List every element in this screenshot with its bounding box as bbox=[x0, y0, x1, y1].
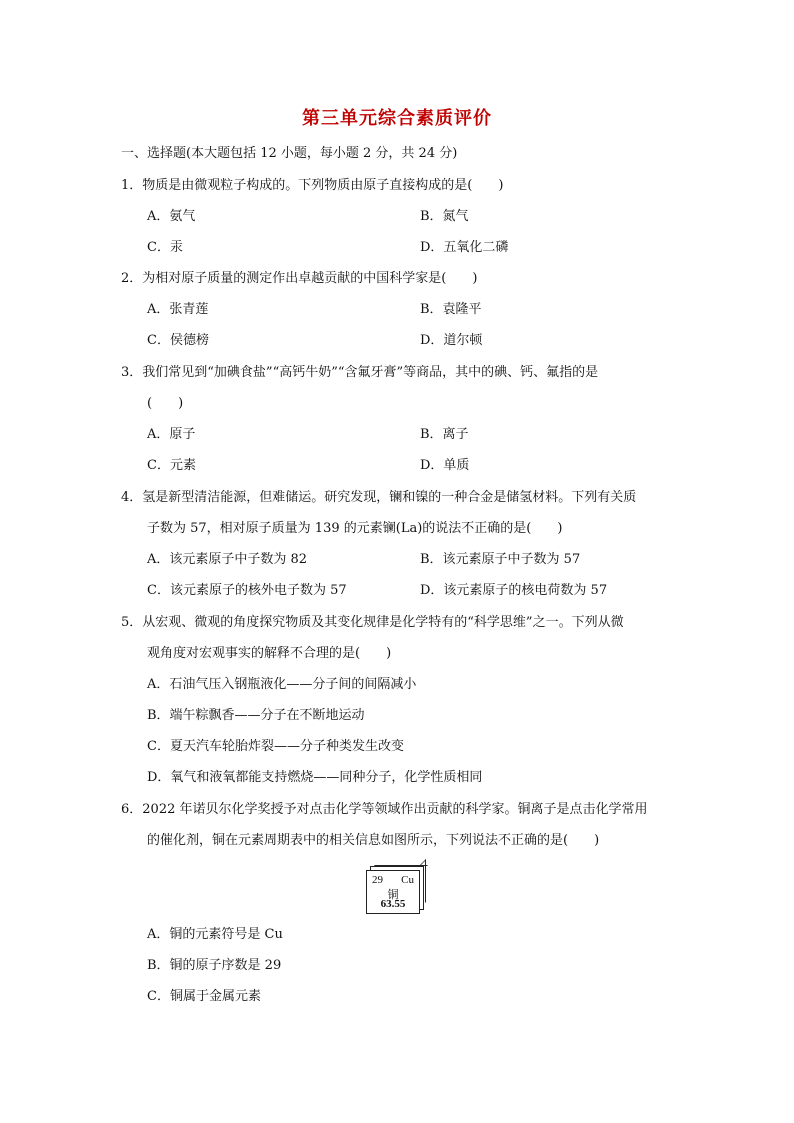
q2-option-c: C．侯德榜 bbox=[147, 333, 209, 348]
q6-option-b: B．铜的原子序数是 29 bbox=[147, 958, 282, 973]
question-3-stem-cont: ( ) bbox=[147, 396, 184, 411]
q5-option-d: D．氧气和液氧都能支持燃烧——同种分子，化学性质相同 bbox=[147, 770, 483, 785]
question-3-stem: 3．我们常见到“加碘食盐”“高钙牛奶”“含氟牙膏”等商品，其中的碘、钙、氟指的是 bbox=[121, 365, 599, 380]
element-name: 铜 bbox=[387, 888, 399, 901]
q4-option-c: C．该元素原子的核外电子数为 57 bbox=[147, 583, 347, 598]
question-5-stem-cont: 观角度对宏观事实的解释不合理的是( ) bbox=[147, 646, 392, 661]
question-4-stem-cont: 子数为 57，相对原子质量为 139 的元素镧(La)的说法不正确的是( ) bbox=[147, 521, 563, 536]
q3-option-d: D．单质 bbox=[420, 458, 470, 473]
q4-option-d: D．该元素原子的核电荷数为 57 bbox=[420, 583, 608, 598]
q6-option-c: C．铜属于金属元素 bbox=[147, 989, 261, 1004]
q2-option-b: B．袁隆平 bbox=[420, 302, 482, 317]
q1-option-c: C．汞 bbox=[147, 240, 183, 255]
element-cell bbox=[366, 870, 420, 914]
question-6-stem: 6．2022 年诺贝尔化学奖授予对点击化学等领域作出贡献的科学家。铜离子是点击化学常用 bbox=[121, 802, 648, 817]
page-title: 第三单元综合素质评价 bbox=[302, 108, 492, 129]
element-atomic-mass: 63.55 bbox=[380, 898, 406, 910]
q5-option-b: B．端午粽飘香——分子在不断地运动 bbox=[147, 708, 365, 723]
section-heading: 一、选择题(本大题包括 12 小题，每小题 2 分，共 24 分) bbox=[121, 146, 458, 161]
question-1-stem: 1．物质是由微观粒子构成的。下列物质由原子直接构成的是( ) bbox=[121, 178, 504, 193]
question-6-stem-cont: 的催化剂，铜在元素周期表中的相关信息如图所示，下列说法不正确的是( ) bbox=[147, 833, 600, 848]
q3-option-c: C．元素 bbox=[147, 458, 196, 473]
q3-option-b: B．离子 bbox=[420, 427, 469, 442]
q6-option-a: A．铜的元素符号是 Cu bbox=[147, 927, 283, 942]
element-atomic-number: 29 bbox=[372, 874, 383, 886]
question-4-stem: 4．氢是新型清洁能源，但难储运。研究发现，镧和镍的一种合金是储氢材料。下列有关质 bbox=[121, 490, 637, 505]
q2-option-a: A．张青莲 bbox=[147, 302, 209, 317]
q1-option-b: B．氮气 bbox=[420, 209, 469, 224]
q4-option-b: B．该元素原子中子数为 57 bbox=[420, 552, 581, 567]
element-symbol: Cu bbox=[401, 874, 414, 886]
q5-option-c: C．夏天汽车轮胎炸裂——分子种类发生改变 bbox=[147, 739, 404, 754]
question-2-stem: 2．为相对原子质量的测定作出卓越贡献的中国科学家是( ) bbox=[121, 271, 478, 286]
element-cell-side-face bbox=[419, 859, 426, 909]
q5-option-a: A．石油气压入钢瓶液化——分子间的间隔减小 bbox=[147, 677, 417, 692]
q4-option-a: A．该元素原子中子数为 82 bbox=[147, 552, 308, 567]
q1-option-d: D．五氧化二磷 bbox=[420, 240, 509, 255]
question-5-stem: 5．从宏观、微观的角度探究物质及其变化规律是化学特有的“科学思维”之一。下列从微 bbox=[121, 615, 624, 630]
q3-option-a: A．原子 bbox=[147, 427, 196, 442]
q2-option-d: D．道尔顿 bbox=[420, 333, 483, 348]
q1-option-a: A．氨气 bbox=[147, 209, 196, 224]
